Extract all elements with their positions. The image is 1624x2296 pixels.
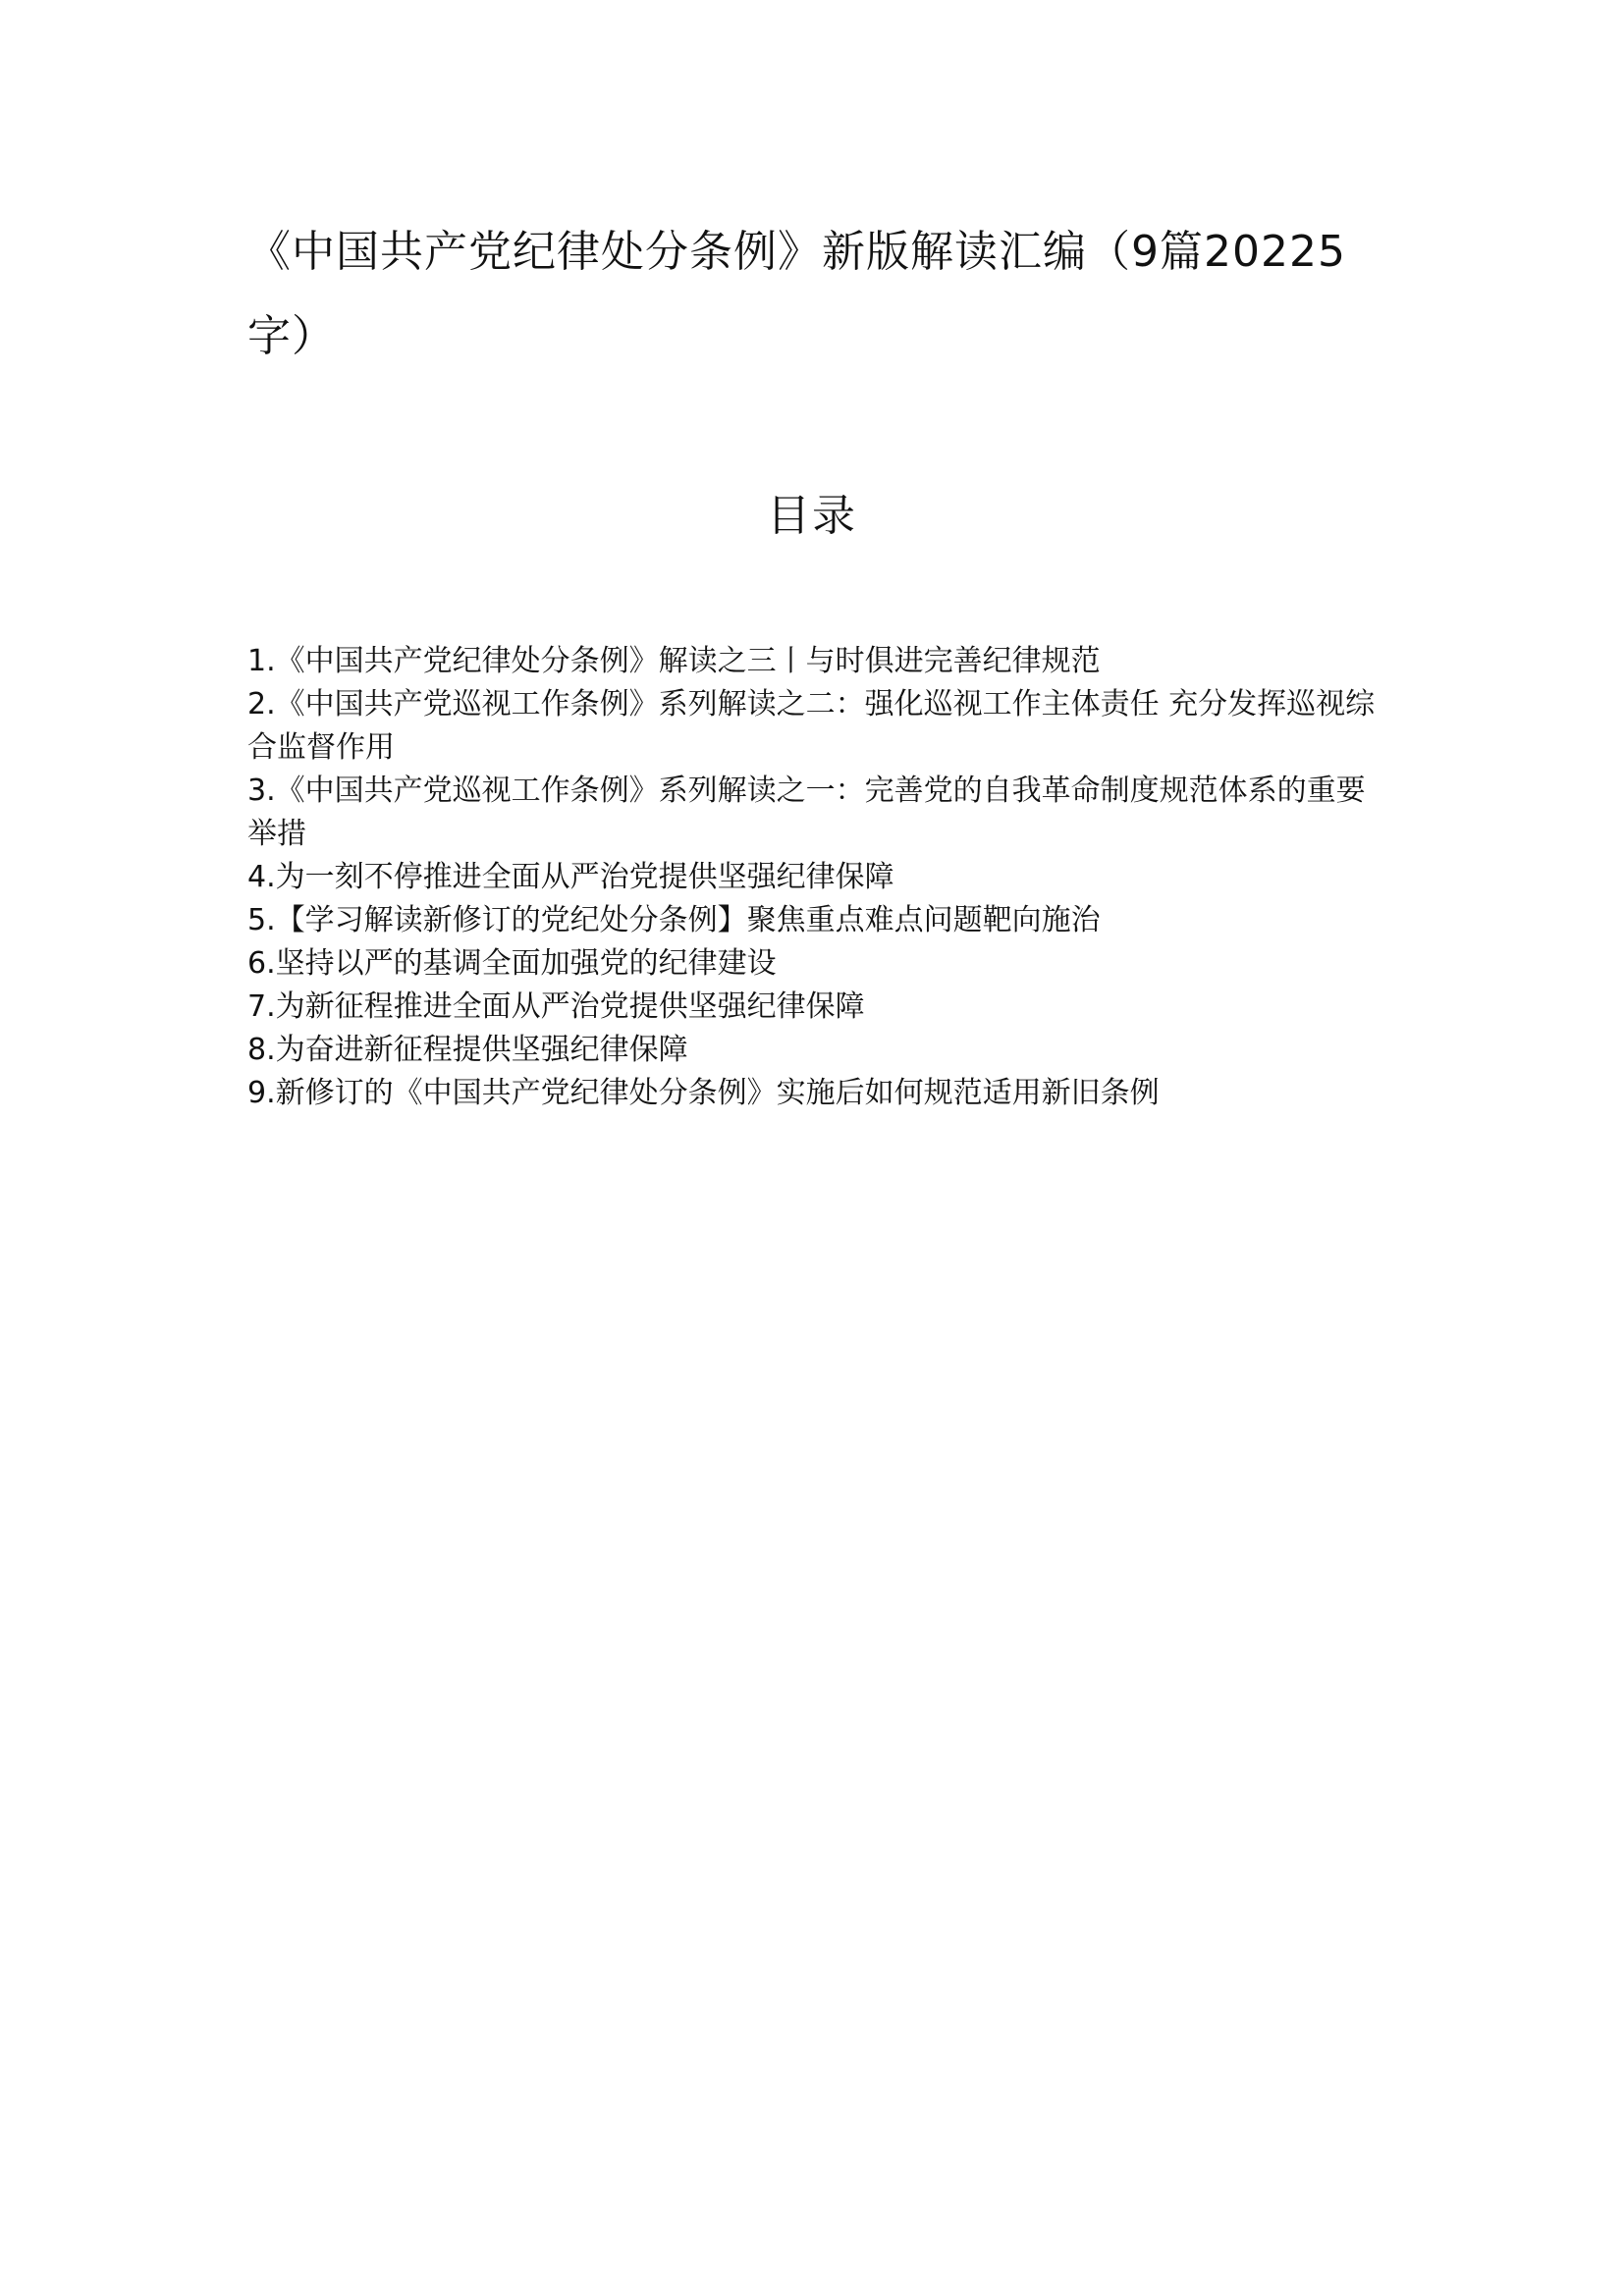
toc-item-1[interactable]: 1.《中国共产党纪律处分条例》解读之三丨与时俱进完善纪律规范 bbox=[247, 644, 1101, 678]
toc-item-5[interactable]: 5.【学习解读新修订的党纪处分条例】聚焦重点难点问题靶向施治 bbox=[247, 903, 1101, 937]
toc-item-4[interactable]: 4.为一刻不停推进全面从严治党提供坚强纪律保障 bbox=[247, 860, 894, 894]
toc-item-8[interactable]: 8.为奋进新征程提供坚强纪律保障 bbox=[247, 1033, 688, 1067]
toc-heading: 目录 bbox=[767, 491, 857, 541]
table-of-contents bbox=[247, 640, 1386, 1115]
toc-item-2[interactable]: 2.《中国共产党巡视工作条例》系列解读之二：强化巡视工作主体责任 充分发挥巡视综合监督作用 bbox=[247, 687, 1376, 765]
document-title: 《中国共产党纪律处分条例》新版解读汇编（9篇20225字） bbox=[247, 227, 1346, 361]
toc-item-9[interactable]: 9.新修订的《中国共产党纪律处分条例》实施后如何规范适用新旧条例 bbox=[247, 1076, 1160, 1110]
toc-item-3[interactable]: 3.《中国共产党巡视工作条例》系列解读之一：完善党的自我革命制度规范体系的重要举措 bbox=[247, 774, 1366, 851]
toc-item-7[interactable]: 7.为新征程推进全面从严治党提供坚强纪律保障 bbox=[247, 989, 865, 1024]
toc-item-6[interactable]: 6.坚持以严的基调全面加强党的纪律建设 bbox=[247, 946, 777, 981]
